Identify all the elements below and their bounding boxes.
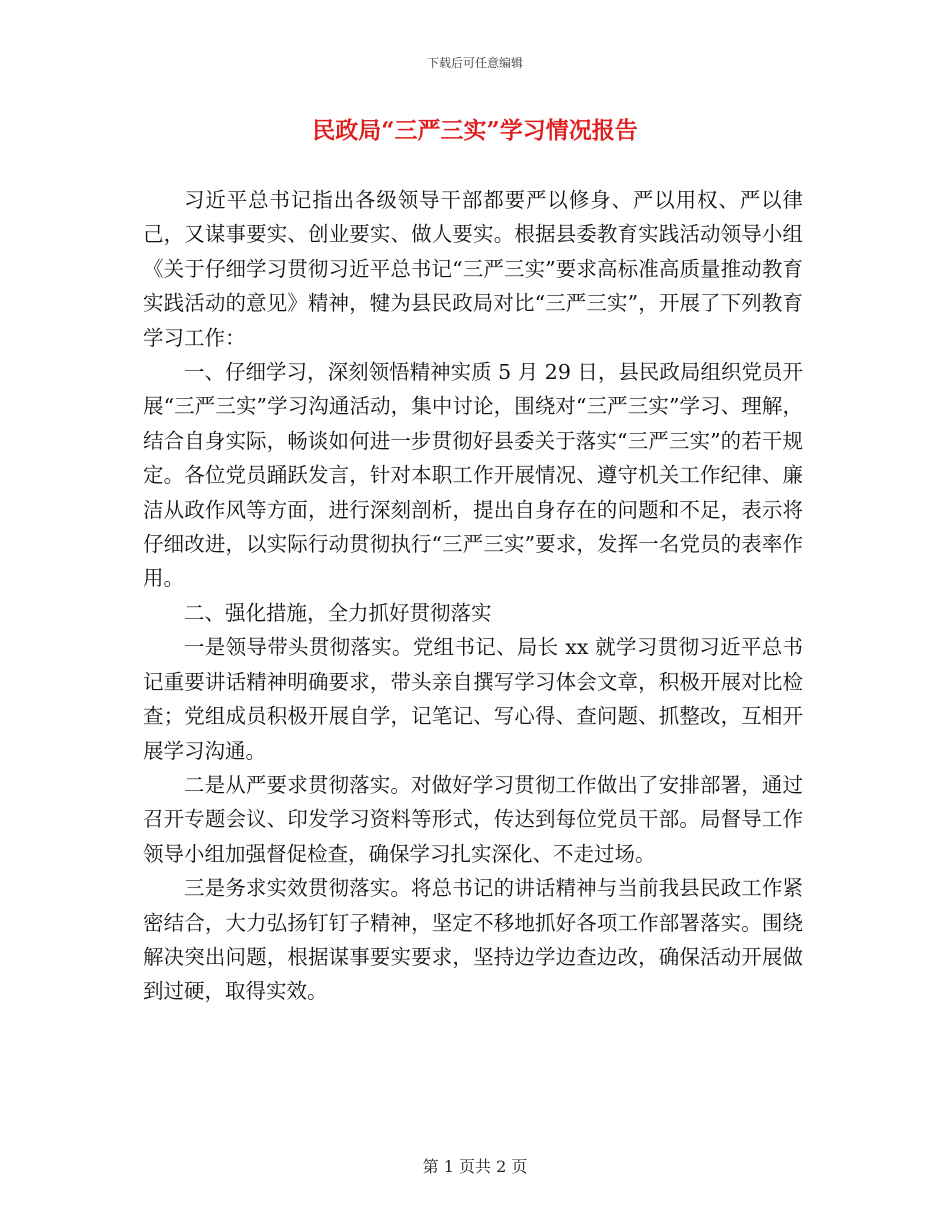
document-body [143, 183, 803, 1009]
paragraph-item-1: 一是领导带头贯彻落实。党组书记、局长 xx 就学习贯彻习近平总书记重要讲话精神明确要求，带头亲自撰写学习体会文章，积极开展对比检查；党组成员积极开展自学，记笔记、写心得、查问题、抓整改，互相开展学习沟通。 [143, 635, 803, 763]
page-footer: 第 1 页共 2 页 [422, 1157, 528, 1176]
paragraph-section-1: 一、仔细学习，深刻领悟精神实质 5 月 29 日，县民政局组织党员开展“三严三实”学习沟通活动，集中讨论，围绕对“三严三实”学习、理解，结合自身实际，畅谈如何进一步贯彻好县委关于落实“三严三实”的若干规定。各位党员踊跃发言，针对本职工作开展情况、遵守机关工作纪律、廉洁从政作风等方面，进行深刻剖析，提出自身存在的问题和不足，表示将仔细改进，以实际行动贯彻执行“三严三实”要求，发挥一名党员的表率作用。 [143, 360, 803, 591]
paragraph-item-3: 三是务求实效贯彻落实。将总书记的讲话精神与当前我县民政工作紧密结合，大力弘扬钉钉子精神，坚定不移地抓好各项工作部署落实。围绕解决突出问题，根据谋事要实要求，坚持边学边查边改，确保活动开展做到过硬，取得实效。 [143, 876, 803, 1004]
paragraph-item-2: 二是从严要求贯彻落实。对做好学习贯彻工作做出了安排部署，通过召开专题会议、印发学习资料等形式，传达到每位党员干部。局督导工作领导小组加强督促检查，确保学习扎实深化、不走过场。 [143, 772, 803, 866]
paragraph-section-2-heading: 二、强化措施，全力抓好贯彻落实 [184, 600, 492, 625]
header-note: 下载后可任意编辑 [426, 56, 523, 70]
document-title: 民政局“三严三实”学习情况报告 [312, 117, 638, 144]
paragraph-intro: 习近平总书记指出各级领导干部都要严以修身、严以用权、严以律己，又谋事要实、创业要实、做人要实。根据县委教育实践活动领导小组《关于仔细学习贯彻习近平总书记“三严三实”要求高标准高质量推动教育实践活动的意见》精神，犍为县民政局对比“三严三实”，开展了下列教育学习工作： [143, 188, 803, 350]
